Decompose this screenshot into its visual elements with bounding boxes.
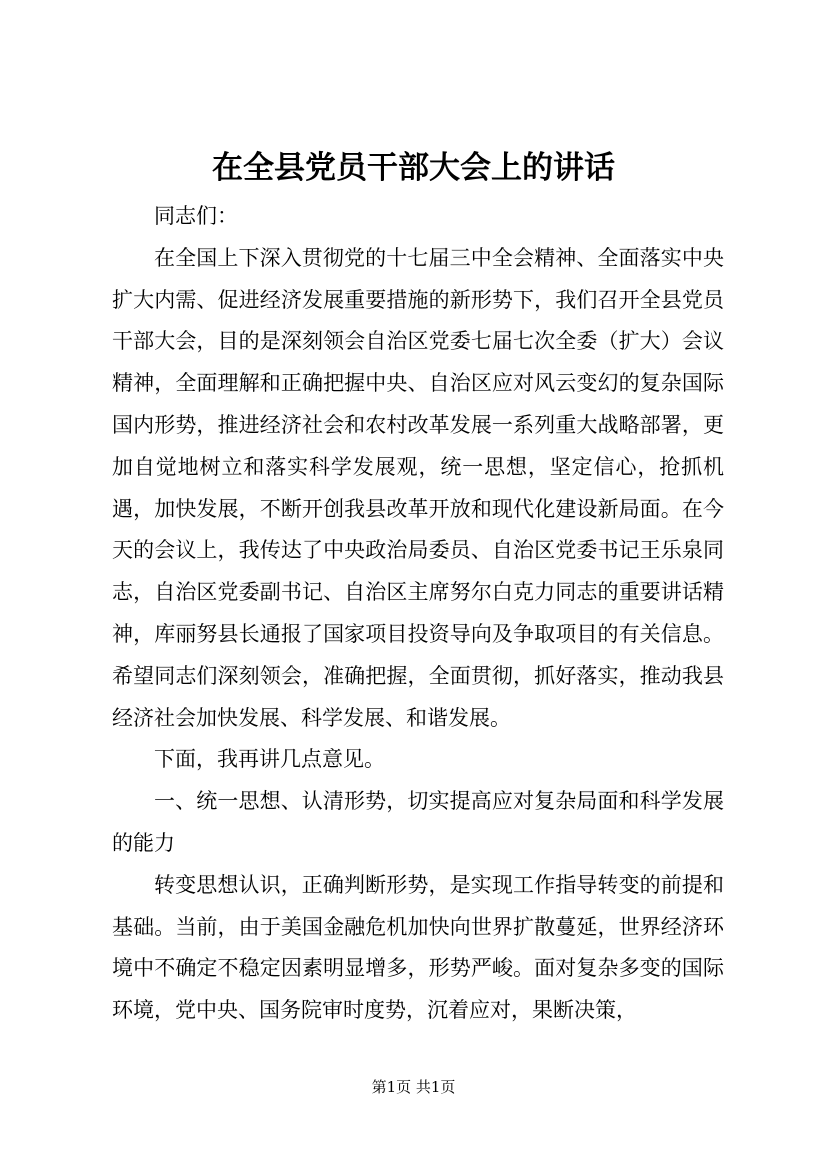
paragraph-section-1: 转变思想认识，正确判断形势，是实现工作指导转变的前提和基础。当前，由于美国金融危机加快向世界扩散蔓延，世界经济环境中不确定不稳定因素明显增多，形势严峻。面对复杂多变的国际环境，党中央、国务院审时度势，沉着应对，果断决策， <box>112 872 724 1023</box>
paragraph-transition: 下面，我再讲几点意见。 <box>154 747 385 772</box>
section-heading-1: 一、统一思想、认清形势，切实提高应对复杂局面和科学发展的能力 <box>112 789 724 855</box>
document-body <box>112 196 724 1032</box>
document-title: 在全县党员干部大会上的讲话 <box>212 150 615 186</box>
paragraph-intro: 在全国上下深入贯彻党的十七届三中全会精神、全面落实中央扩大内需、促进经济发展重要措施的新形势下，我们召开全县党员干部大会，目的是深刻领会自治区党委七届七次全委（扩大）会议精神，全面理解和正确把握中央、自治区应对风云变幻的复杂国际国内形势，推进经济社会和农村改革发展一系列重大战略部署，更加自觉地树立和落实科学发展观，统一思想，坚定信心，抢抓机遇，加快发展，不断开创我县改革开放和现代化建设新局面。在今天的会议上，我传达了中央政治局委员、自治区党委书记王乐泉同志，自治区党委副书记、自治区主席努尔白克力同志的重要讲话精神，库丽努县长通报了国家项目投资导向及争取项目的有关信息。希望同志们深刻领会，准确把握，全面贯彻，抓好落实，推动我县经济社会加快发展、科学发展、和谐发展。 <box>112 245 724 730</box>
paragraph-salutation: 同志们： <box>154 204 238 228</box>
page-footer: 第1页 共1页 <box>371 1078 456 1096</box>
